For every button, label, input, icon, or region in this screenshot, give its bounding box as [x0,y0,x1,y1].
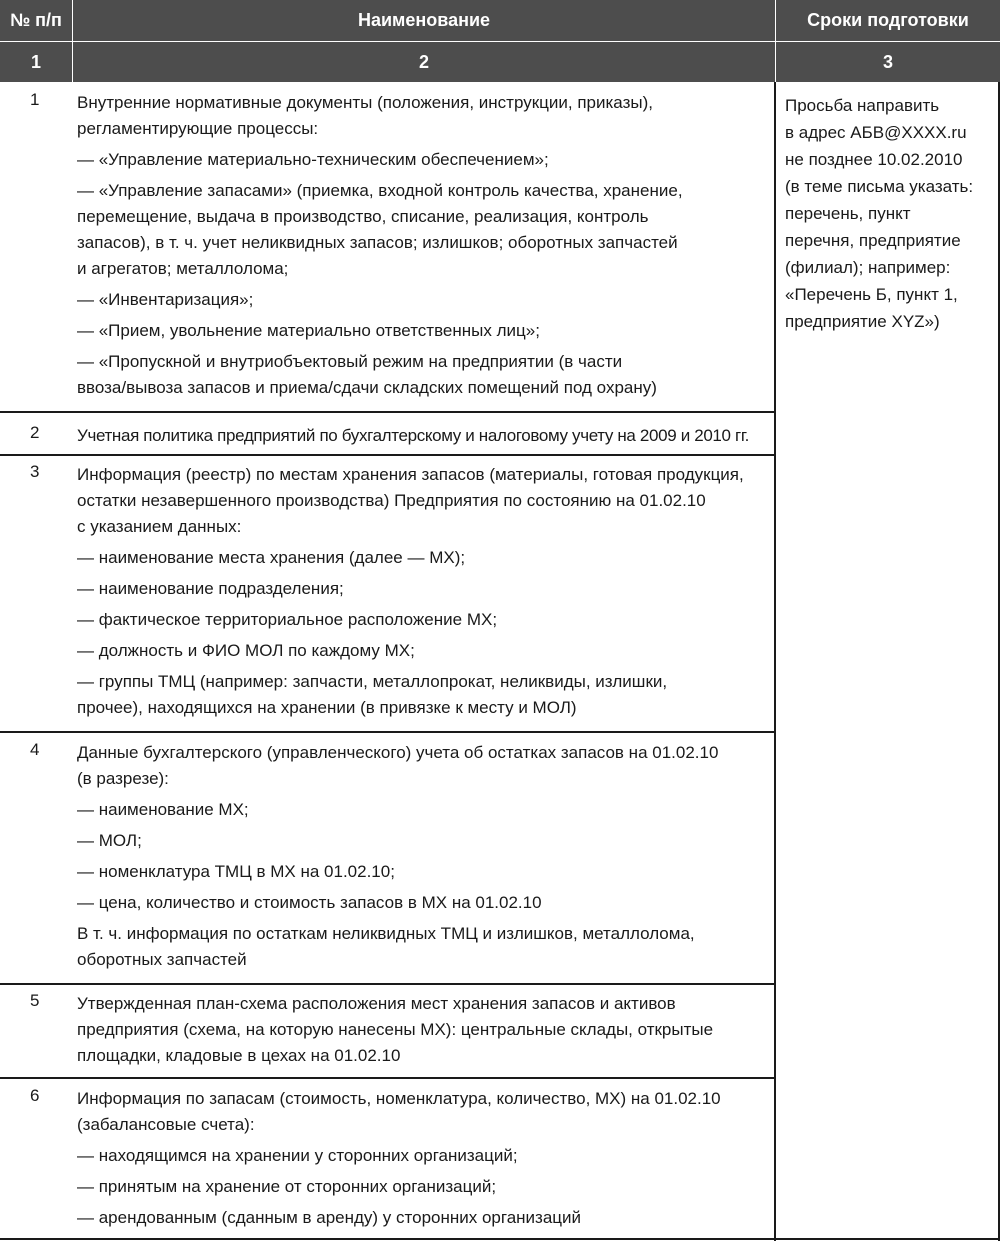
row-content [77,740,772,973]
column-divider [774,82,776,1241]
row-text: (в разрезе): [77,769,169,788]
row-text: с указанием данных: [77,517,242,536]
row-divider [0,983,776,985]
list-item: — МОЛ; [77,831,142,850]
row-divider [0,454,776,456]
row-text: Данные бухгалтерского (управленческого) учета об остатках запасов на 01.02.10 [77,743,719,762]
row-text: регламентирующие процессы: [77,119,319,138]
row-content [77,991,772,1069]
row-text: Информация (реестр) по местам хранения запасов (материалы, готовая продукция, [77,465,744,484]
row-text: предприятия (схема, на которую нанесены МХ): центральные склады, открытые [77,1020,714,1039]
row-divider [0,731,776,733]
list-item: — «Инвентаризация»; [77,290,254,309]
row-number: 4 [30,740,40,759]
deadline-text: перечня, предприятие [785,231,961,250]
list-item: — арендованным (сданным в аренду) у сторонних организаций [77,1208,582,1227]
row-text: (забалансовые счета): [77,1115,255,1134]
row-number: 1 [30,90,40,109]
list-item: — цена, количество и стоимость запасов в МХ на 01.02.10 [77,893,542,912]
list-item: — находящимся на хранении у сторонних организаций; [77,1146,518,1165]
list-item: — должность и ФИО МОЛ по каждому МХ; [77,641,415,660]
header-name: Наименование [357,10,491,30]
row-divider [0,411,776,413]
column-number-3: 3 [882,51,893,72]
deadline-text: перечень, пункт [785,204,911,223]
row-text: Учетная политика предприятий по бухгалтерскому и налоговому учету на 2009 и 2010 гг. [77,426,750,445]
table-bottom-border [0,1238,1000,1240]
row-text: Утвержденная план-схема расположения мест хранения запасов и активов [77,994,676,1013]
row-text: Информация по запасам (стоимость, номенклатура, количество, МХ) на 01.02.10 [77,1089,721,1108]
list-item: — наименование подразделения; [77,579,344,598]
list-item: — фактическое территориальное расположение МХ; [77,610,498,629]
row-text: остатки незавершенного производства) Предприятия по состоянию на 01.02.10 [77,491,706,510]
column-numbers-row [0,42,1000,82]
list-item: — номенклатура ТМЦ в МХ на 01.02.10; [77,862,395,881]
header-deadline: Сроки подготовки [807,10,969,30]
row-text: Внутренние нормативные документы (положения, инструкции, приказы), [77,93,653,112]
deadline-text: не позднее 10.02.2010 [785,150,963,169]
header-number: № п/п [10,10,62,30]
table-header [0,0,1000,41]
column-number-1: 1 [30,51,41,72]
list-item: — «Прием, увольнение материально ответственных лиц»; [77,321,540,340]
row-text: В т. ч. информация по остаткам неликвидных ТМЦ и излишков, металлолома, [77,924,695,943]
row-text: площадки, кладовые в цехах на 01.02.10 [77,1046,401,1065]
list-item: — принятым на хранение от сторонних организаций; [77,1177,497,1196]
row-number: 6 [30,1086,40,1105]
row-number: 5 [30,991,40,1010]
row-content [77,423,772,449]
deadline-cell [785,92,995,335]
deadline-text: (в теме письма указать: [785,177,974,196]
list-item: — группы ТМЦ (например: запчасти, металлопрокат, неликвиды, излишки, прочее), находящихся на хранении (в привязке к месту и МОЛ) [77,672,668,717]
row-number: 2 [30,423,40,442]
list-item: — наименование места хранения (далее — МХ); [77,548,466,567]
list-item: — «Управление запасами» (приемка, входной контроль качества, хранение, перемещение, выдача в производство, списание, реализация, контроль запасов), в т. ч. учет неликвидных запасов; излишков; оборотных запчастей и агрегатов; металлолома; [77,181,683,278]
deadline-text: в адрес АБВ@XXXX.ru [785,123,967,142]
column-number-2: 2 [418,51,429,72]
deadline-text: «Перечень Б, пункт 1, [785,285,958,304]
deadline-text: предприятие XYZ») [785,312,940,331]
row-content [77,462,772,721]
row-divider [0,1077,776,1079]
deadline-text: (филиал); например: [785,258,951,277]
list-item: — «Управление материально-техническим обеспечением»; [77,150,549,169]
row-content [77,1086,772,1231]
row-content [77,90,772,401]
list-item: — наименование МХ; [77,800,249,819]
row-number: 3 [30,462,40,481]
row-text: оборотных запчастей [77,950,247,969]
deadline-text: Просьба направить [785,96,940,115]
list-item: — «Пропускной и внутриобъектовый режим на предприятии (в части ввоза/вывоза запасов и приема/сдачи складских помещений под охрану) [77,352,657,397]
